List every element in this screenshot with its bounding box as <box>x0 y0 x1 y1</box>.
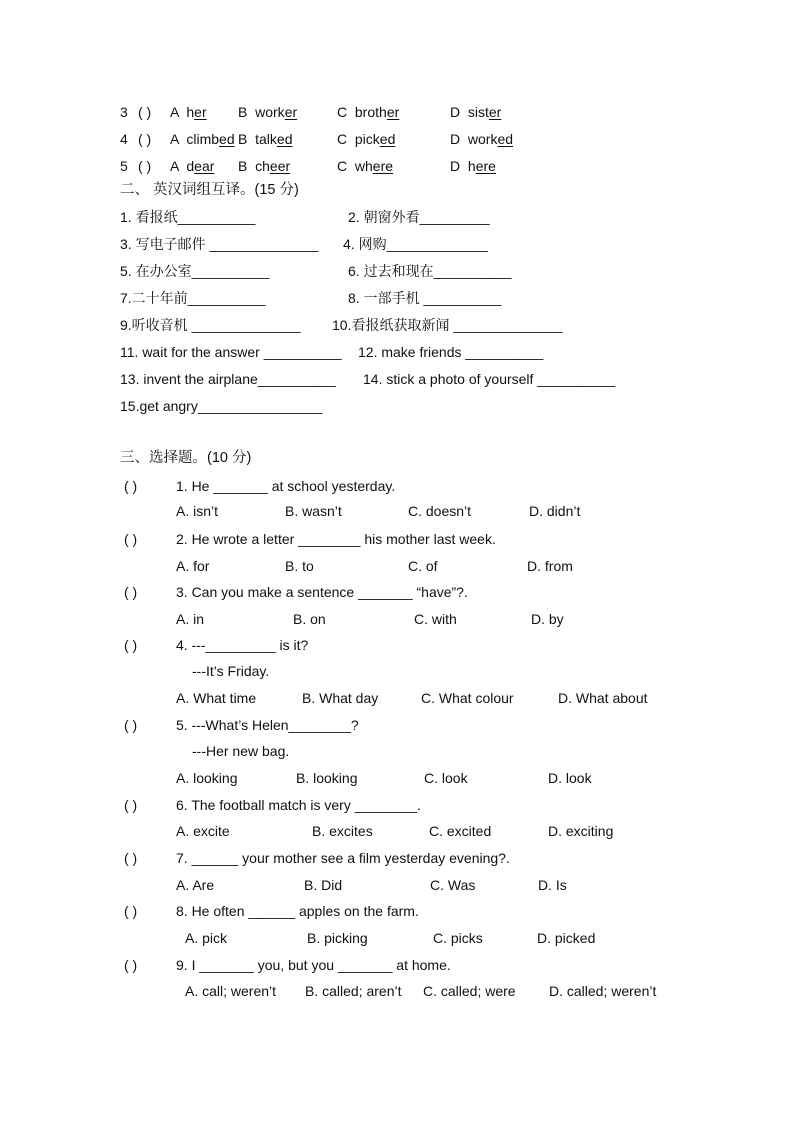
choice-option-a[interactable]: A. call; weren’t <box>185 983 277 999</box>
question-number: 3 <box>120 104 128 120</box>
question-stem: 4. ---_________ is it? <box>176 637 309 653</box>
underlined-letters: ed <box>276 131 293 147</box>
word-prefix: work <box>255 104 285 120</box>
question-number: 5 <box>120 158 128 174</box>
underlined-letters: eer <box>269 158 291 174</box>
answer-parentheses[interactable]: ( ) <box>124 717 138 733</box>
choice-option-a[interactable]: A. pick <box>185 930 228 946</box>
choice-option-a[interactable]: A. What time <box>176 690 257 706</box>
option-b[interactable] <box>238 157 290 175</box>
translation-item[interactable]: 6. 过去和现在__________ <box>348 263 512 279</box>
choice-option-c[interactable]: C. called; were <box>423 983 516 999</box>
word-prefix: climb <box>186 131 220 147</box>
word-prefix: talk <box>255 131 277 147</box>
word-prefix: sist <box>467 104 489 120</box>
option-d[interactable] <box>450 103 501 121</box>
option-letter: B <box>238 158 256 174</box>
translation-item[interactable]: 8. 一部手机 __________ <box>348 290 502 306</box>
underlined-letters: ere <box>372 158 394 174</box>
translation-item[interactable]: 9.听收音机 ______________ <box>120 317 301 333</box>
choice-option-d[interactable]: D. didn’t <box>529 503 581 519</box>
option-letter: A <box>170 158 187 174</box>
choice-option-c[interactable]: C. excited <box>429 823 492 839</box>
option-letter: B <box>238 131 256 147</box>
option-letter: D <box>450 158 468 174</box>
translation-item[interactable]: 13. invent the airplane__________ <box>120 371 336 387</box>
translation-item[interactable]: 7.二十年前__________ <box>120 290 266 306</box>
dialogue-response: ---It’s Friday. <box>192 663 270 679</box>
dialogue-response: ---Her new bag. <box>192 743 290 759</box>
underlined-letters: ear <box>194 158 215 174</box>
choice-option-b[interactable]: B. What day <box>302 690 379 706</box>
answer-parentheses[interactable]: ( ) <box>124 957 138 973</box>
section3-heading: 三、选择题。(10 分) <box>120 450 252 466</box>
choice-option-d[interactable]: D. exciting <box>548 823 614 839</box>
option-d[interactable] <box>450 130 513 148</box>
choice-option-a[interactable]: A. isn’t <box>176 503 219 519</box>
option-a[interactable] <box>170 157 214 175</box>
choice-option-d[interactable]: D. by <box>531 611 564 627</box>
translation-item[interactable]: 3. 写电子邮件 ______________ <box>120 236 319 252</box>
answer-parentheses[interactable]: ( ) <box>124 531 138 547</box>
choice-option-b[interactable]: B. looking <box>296 770 358 786</box>
question-stem: 3. Can you make a sentence _______ “have”?. <box>176 584 468 600</box>
answer-parentheses[interactable]: ( ) <box>124 478 138 494</box>
translation-item[interactable]: 5. 在办公室__________ <box>120 263 270 279</box>
underlined-letters: er <box>386 104 400 120</box>
translation-item[interactable]: 10.看报纸获取新闻 ______________ <box>332 317 563 333</box>
question-stem: 2. He wrote a letter ________ his mother last week. <box>176 531 496 547</box>
choice-option-c[interactable]: C. picks <box>433 930 483 946</box>
choice-option-c[interactable]: C. look <box>424 770 468 786</box>
choice-option-b[interactable]: B. Did <box>304 877 343 893</box>
answer-parentheses[interactable]: ( ) <box>138 131 152 147</box>
choice-option-c[interactable]: C. What colour <box>421 690 514 706</box>
option-letter: A <box>170 131 187 147</box>
choice-option-d[interactable]: D. Is <box>538 877 567 893</box>
question-number: 4 <box>120 131 128 147</box>
word-prefix: h <box>467 158 476 174</box>
option-letter: A <box>170 104 187 120</box>
choice-option-c[interactable]: C. with <box>414 611 457 627</box>
choice-option-a[interactable]: A. for <box>176 558 210 574</box>
choice-option-d[interactable]: D. look <box>548 770 592 786</box>
choice-option-c[interactable]: C. of <box>408 558 438 574</box>
option-letter: B <box>238 104 256 120</box>
translation-item[interactable]: 4. 网购_____________ <box>343 236 488 252</box>
translation-item[interactable]: 2. 朝窗外看_________ <box>348 209 490 225</box>
word-prefix: wh <box>354 158 373 174</box>
option-b[interactable] <box>238 130 293 148</box>
answer-parentheses[interactable]: ( ) <box>124 797 138 813</box>
choice-option-a[interactable]: A. excite <box>176 823 230 839</box>
word-prefix: h <box>186 104 195 120</box>
choice-option-b[interactable]: B. called; aren’t <box>305 983 402 999</box>
option-letter: D <box>450 104 468 120</box>
answer-parentheses[interactable]: ( ) <box>138 158 152 174</box>
option-c[interactable] <box>337 157 393 175</box>
choice-option-b[interactable]: B. wasn’t <box>285 503 342 519</box>
option-letter: C <box>337 131 355 147</box>
option-letter: C <box>337 104 355 120</box>
answer-parentheses[interactable]: ( ) <box>124 637 138 653</box>
underlined-letters: ed <box>379 131 396 147</box>
underlined-letters: er <box>284 104 298 120</box>
option-letter: D <box>450 131 468 147</box>
section2-heading: 二、 英汉词组互译。(15 分) <box>120 182 299 198</box>
answer-parentheses[interactable]: ( ) <box>124 584 138 600</box>
word-prefix: work <box>467 131 498 147</box>
underlined-letters: er <box>194 104 207 120</box>
word-prefix: ch <box>255 158 270 174</box>
choice-option-b[interactable]: B. picking <box>307 930 368 946</box>
option-a[interactable] <box>170 103 207 121</box>
option-d[interactable] <box>450 157 496 175</box>
option-b[interactable] <box>238 103 297 121</box>
option-letter: C <box>337 158 355 174</box>
choice-option-d[interactable]: D. from <box>527 558 573 574</box>
choice-option-d[interactable]: D. picked <box>537 930 596 946</box>
option-a[interactable] <box>170 130 235 148</box>
translation-item[interactable]: 1. 看报纸__________ <box>120 209 256 225</box>
choice-option-b[interactable]: B. on <box>293 611 326 627</box>
answer-parentheses[interactable]: ( ) <box>138 104 152 120</box>
translation-item[interactable]: 14. stick a photo of yourself __________ <box>363 371 616 387</box>
word-prefix: d <box>186 158 195 174</box>
question-stem: 1. He _______ at school yesterday. <box>176 478 396 494</box>
choice-option-c[interactable]: C. doesn’t <box>408 503 472 519</box>
answer-parentheses[interactable]: ( ) <box>124 903 138 919</box>
choice-option-a[interactable]: A. Are <box>176 877 215 893</box>
choice-option-d[interactable]: D. called; weren’t <box>549 983 657 999</box>
option-c[interactable] <box>337 130 395 148</box>
choice-option-d[interactable]: D. What about <box>558 690 648 706</box>
option-c[interactable] <box>337 103 399 121</box>
question-stem: 6. The football match is very ________. <box>176 797 421 813</box>
underlined-letters: ere <box>475 158 496 174</box>
question-stem: 8. He often ______ apples on the farm. <box>176 903 419 919</box>
choice-option-b[interactable]: B. excites <box>312 823 373 839</box>
answer-parentheses[interactable]: ( ) <box>124 850 138 866</box>
question-stem: 7. ______ your mother see a film yesterday evening?. <box>176 850 510 866</box>
underlined-letters: er <box>488 104 502 120</box>
choice-option-b[interactable]: B. to <box>285 558 314 574</box>
underlined-letters: ed <box>219 131 235 147</box>
translation-item[interactable]: 12. make friends __________ <box>358 344 544 360</box>
choice-option-c[interactable]: C. Was <box>430 877 476 893</box>
choice-option-a[interactable]: A. in <box>176 611 205 627</box>
translation-item[interactable]: 11. wait for the answer __________ <box>120 344 342 360</box>
choice-option-a[interactable]: A. looking <box>176 770 238 786</box>
word-prefix: broth <box>354 104 387 120</box>
translation-item[interactable]: 15.get angry________________ <box>120 398 323 414</box>
underlined-letters: ed <box>497 131 514 147</box>
word-prefix: pick <box>354 131 380 147</box>
question-stem: 9. I _______ you, but you _______ at home. <box>176 957 451 973</box>
question-stem: 5. ---What’s Helen________? <box>176 717 359 733</box>
